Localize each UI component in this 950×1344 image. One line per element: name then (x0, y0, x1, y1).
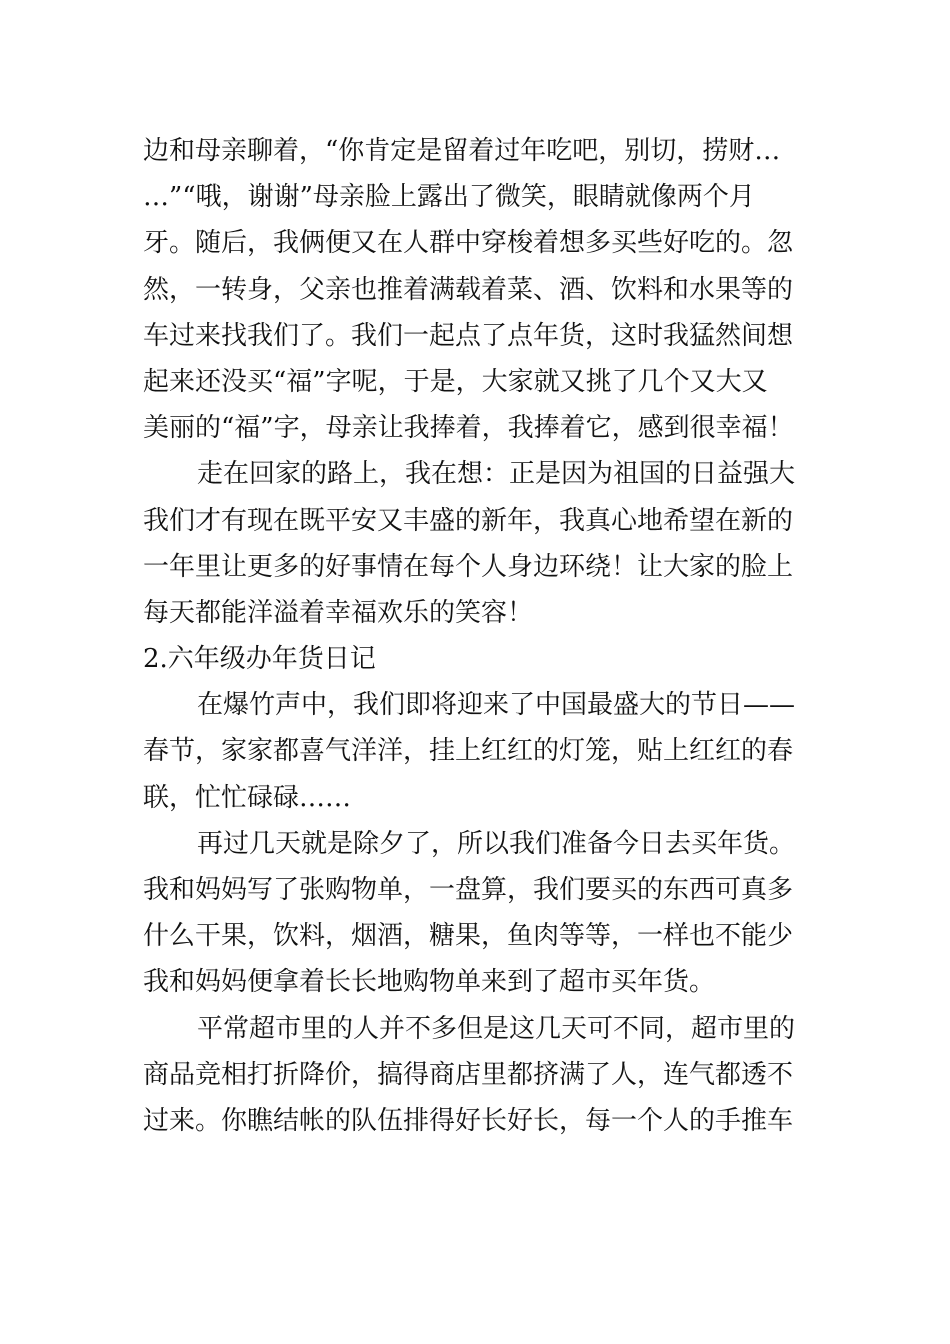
paragraph-start-line: 平常超市里的人并不多但是这几天可不同，超市里的 (197, 1013, 796, 1044)
text-line-18: 什么干果，饮料，烟酒，糖果，鱼肉等等，一样也不能少 (143, 921, 794, 952)
text-line-5: 车过来找我们了。我们一起点了点年货，这时我猛然间想 (143, 320, 794, 351)
text-line-11: 每天都能洋溢着幸福欢乐的笑容！ (143, 597, 534, 628)
section-heading: 2.六年级办年货日记 (143, 644, 376, 675)
text-line-17: 我和妈妈写了张购物单，一盘算，我们要买的东西可真多 (143, 875, 794, 905)
text-line-9: 我们才有现在既平安又丰盛的新年，我真心地希望在新的 (143, 505, 794, 536)
text-line-19: 我和妈妈便拿着长长地购物单来到了超市买年货。 (143, 967, 716, 998)
text-line-3: 牙。随后，我俩便又在人群中穿梭着想多买些好吃的。忽 (143, 228, 794, 259)
paragraph-start-line: 走在回家的路上，我在想：正是因为祖国的日益强大 (197, 459, 796, 490)
text-line-22: 过来。你瞧结帐的队伍排得好长好长，每一个人的手推车 (143, 1105, 794, 1136)
paragraph-start-line: 在爆竹声中，我们即将迎来了中国最盛大的节日—— (197, 690, 796, 721)
paragraph-start-line: 再过几天就是除夕了，所以我们准备今日去买年货。 (197, 828, 796, 859)
text-line-7: 美丽的“福”字，母亲让我捧着，我捧着它，感到很幸福！ (143, 413, 794, 444)
text-line-15: 联，忙忙碌碌…… (143, 782, 352, 813)
text-line-6: 起来还没买“福”字呢，于是，大家就又挑了几个又大又 (143, 366, 768, 397)
text-line-2: …”“哦，谢谢”母亲脸上露出了微笑，眼睛就像两个月 (143, 182, 755, 213)
text-line-10: 一年里让更多的好事情在每个人身边环绕！让大家的脸上 (143, 551, 794, 582)
document-body (143, 128, 807, 1144)
text-line-1: 边和母亲聊着，“你肯定是留着过年吃吧，别切，捞财… (143, 136, 781, 166)
text-line-4: 然，一转身，父亲也推着满载着菜、酒、饮料和水果等的 (143, 274, 794, 305)
text-line-14: 春节，家家都喜气洋洋，挂上红红的灯笼，贴上红红的春 (143, 736, 794, 767)
text-line-21: 商品竞相打折降价，搞得商店里都挤满了人，连气都透不 (143, 1059, 794, 1090)
